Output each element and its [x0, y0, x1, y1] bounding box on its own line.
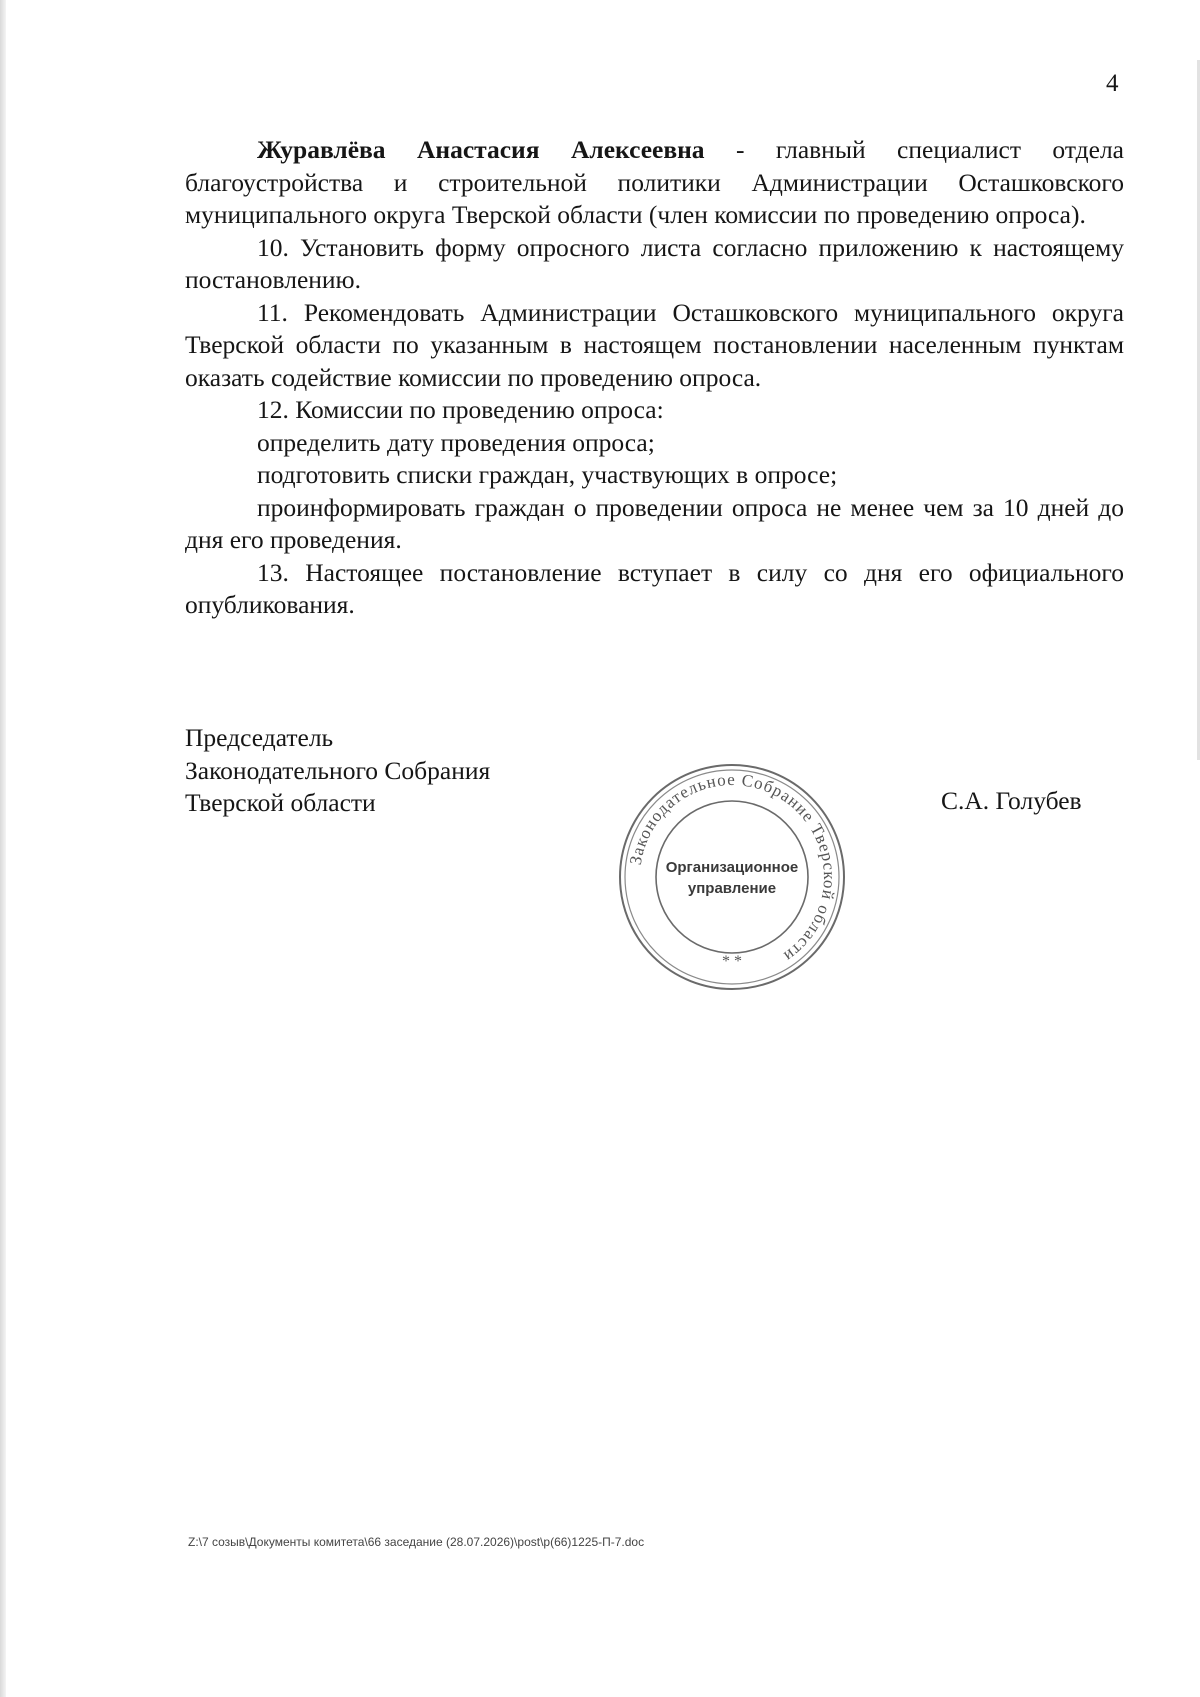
page-number: 4 [1106, 70, 1119, 97]
paragraph-item-12: 12. Комиссии по проведению опроса: [257, 395, 664, 424]
paragraph-item-11: 11. Рекомендовать Администрации Осташковского муниципального округа Тверской области по указанным в настоящем постановлении населенным пунктам оказать содействие комиссии по проведению опроса. [185, 297, 1124, 392]
seal-center-line: Организационное [665, 859, 799, 876]
seal-stars: * * [722, 953, 742, 970]
footer-file-path: Z:\7 созыв\Документы комитета\66 заседание (28.07.2026)\post\p(66)1225-П-7.doc [188, 1535, 645, 1549]
member-description: - главный специалист отдела благоустройства и строительной политики Администрации Осташковского муниципального округа Тверской области (член комиссии по проведению опроса). [185, 135, 1124, 229]
paragraph-item-12-date: определить дату проведения опроса; [257, 427, 655, 457]
member-name: Журавлёва Анастасия Алексеевна [257, 135, 705, 164]
seal-graphic [616, 761, 848, 993]
paragraph-item-12-lists: подготовить списки граждан, участвующих в опросе; [257, 460, 838, 489]
paragraph-member-zhuravleva [185, 134, 1124, 232]
paragraph-item-10: 10. Установить форму опросного листа согласно приложению к настоящему постановлению. [185, 232, 1124, 294]
signer-name: С.А. Голубев [941, 786, 1082, 815]
signature-position [185, 722, 490, 820]
official-seal [616, 761, 848, 993]
signature-position-line: Законодательного Собрания [185, 755, 491, 785]
signature-position-line: Тверской области [185, 788, 376, 817]
seal-ring-text: Законодательное Собрание Тверской области [625, 769, 840, 967]
paragraph-item-13: 13. Настоящее постановление вступает в силу со дня его официального опубликования. [185, 557, 1124, 619]
scan-left-edge [0, 0, 6, 1697]
paragraph-item-12-inform: проинформировать граждан о проведении опроса не менее чем за 10 дней до дня его проведения. [185, 492, 1124, 554]
document-body [185, 134, 1124, 622]
seal-center-line: управление [687, 880, 777, 897]
signature-position-line: Председатель [185, 723, 334, 752]
